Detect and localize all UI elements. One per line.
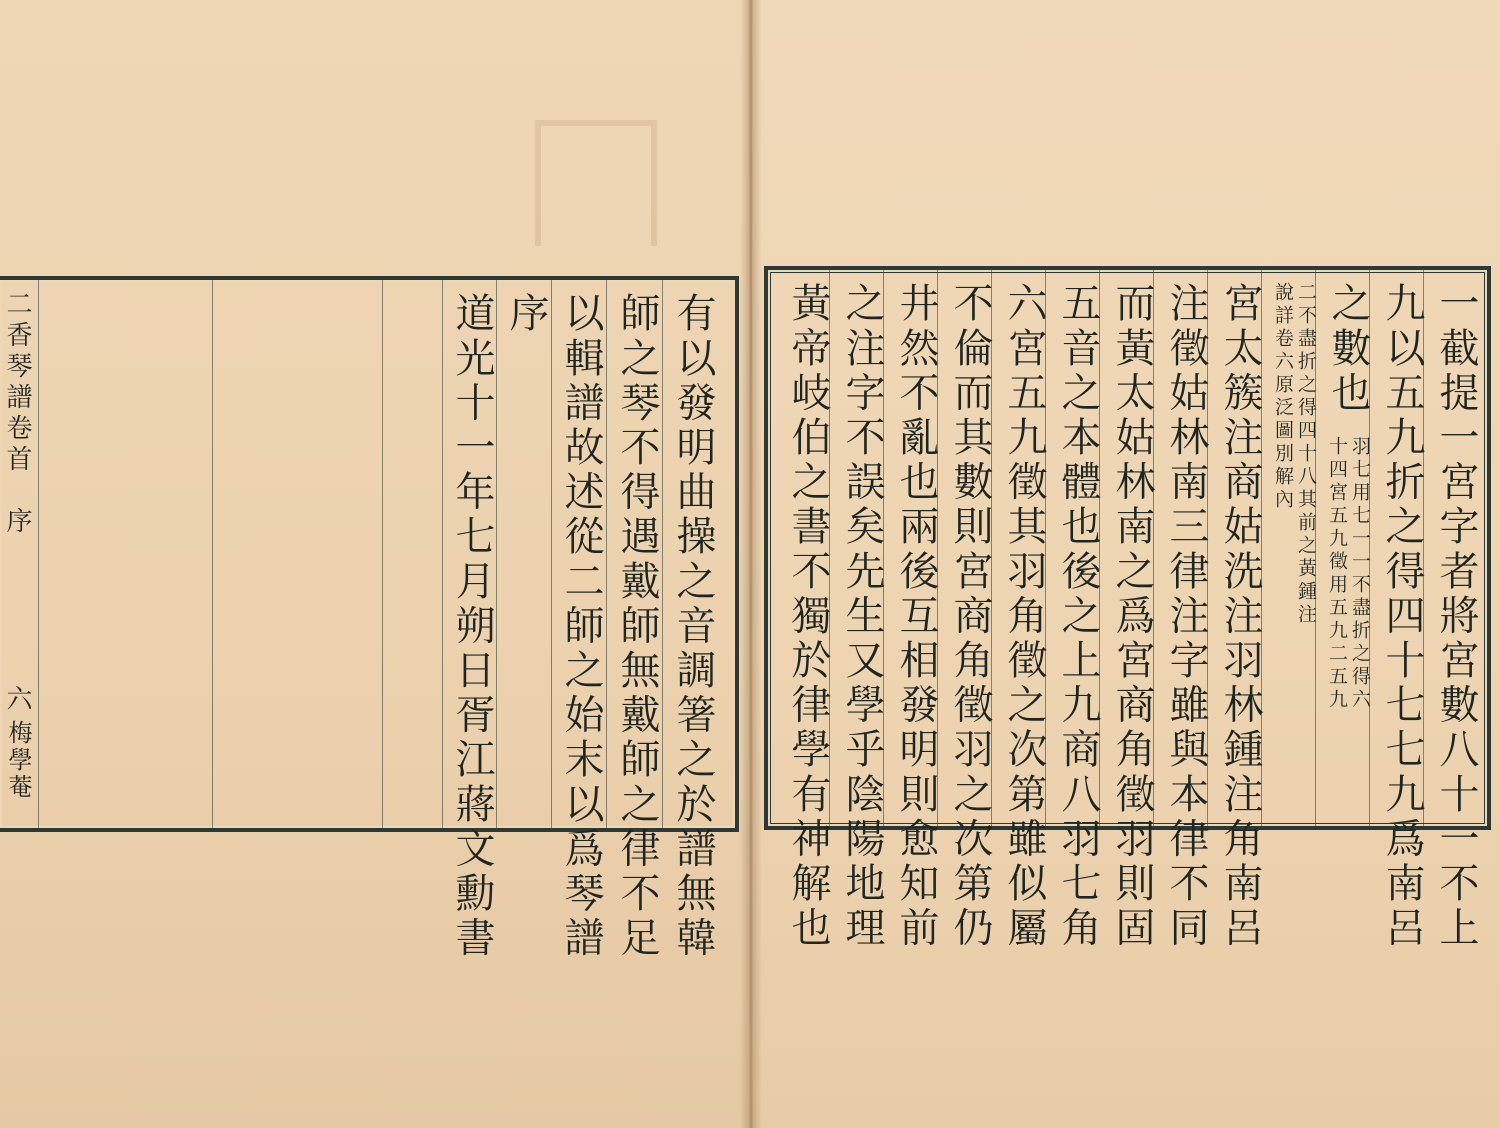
annotation-line: 二不盡折之得四十八其前之黃鍾注 [1295,282,1317,627]
text-column: 之注字不誤矣先生又學乎陰陽地理 [839,282,885,951]
text-column: 五音之本體也後之上九商八羽七角 [1055,282,1101,951]
column-rule [442,280,443,828]
text-column: 六宮五九徵其羽角徵之次第雖似屬 [1001,282,1047,951]
text-column: 宮太簇注商姑洗注羽林鍾注角南呂 [1217,282,1263,951]
annotation-line: 說詳卷六原泛圖別解內 [1272,282,1294,512]
studio-name: 梅學菴 [4,720,32,801]
text-column: 之數也 [1325,282,1371,416]
column-rule [382,280,383,828]
right-page-frame [764,266,1491,951]
text-column: 井然不亂也兩後互相發明則愈知前 [893,282,939,951]
column-rule [606,280,607,828]
column-rule [662,280,663,828]
book-gutter [740,0,762,1128]
annotation-column [1325,436,1371,712]
text-column: 不倫而其數則宮商角徵羽之次第仍 [947,282,993,951]
column-rule [212,280,213,828]
text-column: 師之琴不得遇戴師無戴師之律不足 [614,292,660,961]
show-through-mark [535,120,657,246]
column-rule [496,280,497,828]
annotation-line: 十四宮五九徵用五九二五九 [1326,436,1348,712]
annotation-line: 羽七用七一一不盡折之得六 [1349,436,1371,712]
column-rule [38,280,39,828]
text-column: 一截提一宮字者將宮數八十一不上 [1433,282,1479,951]
text-column: 有以發明曲操之音調箸之於譜無韓 [670,292,716,961]
text-column: 道光十一年七月朔日胥江蔣文勳書 [449,292,495,961]
text-column: 九以五九折之得四十七七九爲南呂 [1379,282,1425,951]
column-rule [551,280,552,828]
text-column: 注徵姑林南三律注字雖與本律不同 [1163,282,1209,951]
text-column: 序 [503,292,549,337]
left-page-frame [0,276,739,961]
annotation-column [1271,282,1317,627]
text-column: 而黃太姑林南之爲宮商角徵羽則固 [1109,282,1155,951]
left-page [0,0,748,1128]
text-column: 以輯譜故述從二師之始末以爲琴譜 [558,292,604,961]
folio-number: 六 [2,685,32,713]
text-column: 黃帝岐伯之書不獨於律學有神解也 [785,282,831,951]
margin-title: 二香琴譜卷首 序 [2,290,32,538]
